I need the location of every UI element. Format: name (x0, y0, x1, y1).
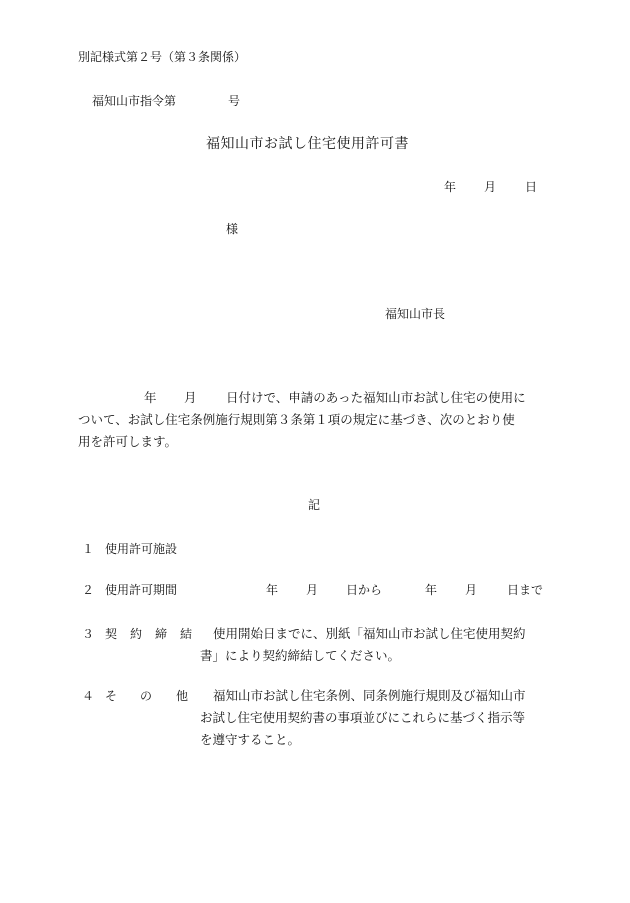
item-2-to-month: 月 (465, 583, 478, 597)
item-3-label-char-4: 結 (180, 627, 193, 641)
item-4-text-line-3: を遵守すること。 (200, 732, 301, 747)
item-3-text-line-2: 書」により契約締結してください。 (200, 648, 401, 663)
item-2-to-year: 年 (425, 583, 438, 597)
item-4-label-char-3: 他 (176, 689, 189, 703)
form-reference: 別記様式第２号（第３条関係） (78, 50, 247, 64)
item-1-number: １ (82, 542, 95, 556)
document-title: 福知山市お試し住宅使用許可書 (206, 136, 409, 152)
item-4-number: ４ (82, 689, 95, 703)
body-line2: ついて、お試し住宅条例施行規則第３条第１項の規定に基づき、次のとおり使 (78, 412, 515, 427)
directive-prefix: 福知山市指令第 (92, 94, 177, 108)
body-line3: 用を許可します。 (78, 434, 178, 449)
ki-heading: 記 (308, 498, 321, 512)
item-2-label: 使用許可期間 (105, 583, 178, 597)
date-month: 月 (484, 180, 497, 194)
date-day: 日 (525, 180, 538, 194)
item-3-text-line-1: 使用開始日までに、別紙「福知山市お試し住宅使用契約 (213, 626, 526, 641)
item-3-label-char-2: 約 (130, 627, 143, 641)
date-year: 年 (444, 180, 457, 194)
item-2-from-month: 月 (306, 583, 319, 597)
item-3-label-char-1: 契 (105, 627, 118, 641)
item-2-to-day: 日まで (507, 583, 544, 597)
item-4-text-line-1: 福知山市お試し住宅条例、同条例施行規則及び福知山市 (213, 688, 526, 703)
directive-suffix: 号 (228, 94, 241, 108)
item-2-number: ２ (82, 583, 95, 597)
issuer: 福知山市長 (385, 307, 446, 321)
item-1-label: 使用許可施設 (105, 542, 178, 556)
item-4-text-line-2: お試し住宅使用契約書の事項並びにこれらに基づく指示等 (200, 710, 526, 725)
item-4-label-char-2: の (140, 689, 153, 703)
item-3-label-char-3: 締 (155, 627, 168, 641)
body-month: 月 (184, 390, 197, 405)
addressee-suffix: 様 (226, 222, 239, 236)
body-line1: 日付けで、申請のあった福知山市お試し住宅の使用に (226, 390, 526, 405)
body-year: 年 (144, 390, 157, 405)
item-3-number: ３ (82, 627, 95, 641)
item-2-from-year: 年 (266, 583, 279, 597)
item-2-from-day: 日から (346, 583, 383, 597)
item-4-label-char-1: そ (105, 689, 118, 703)
